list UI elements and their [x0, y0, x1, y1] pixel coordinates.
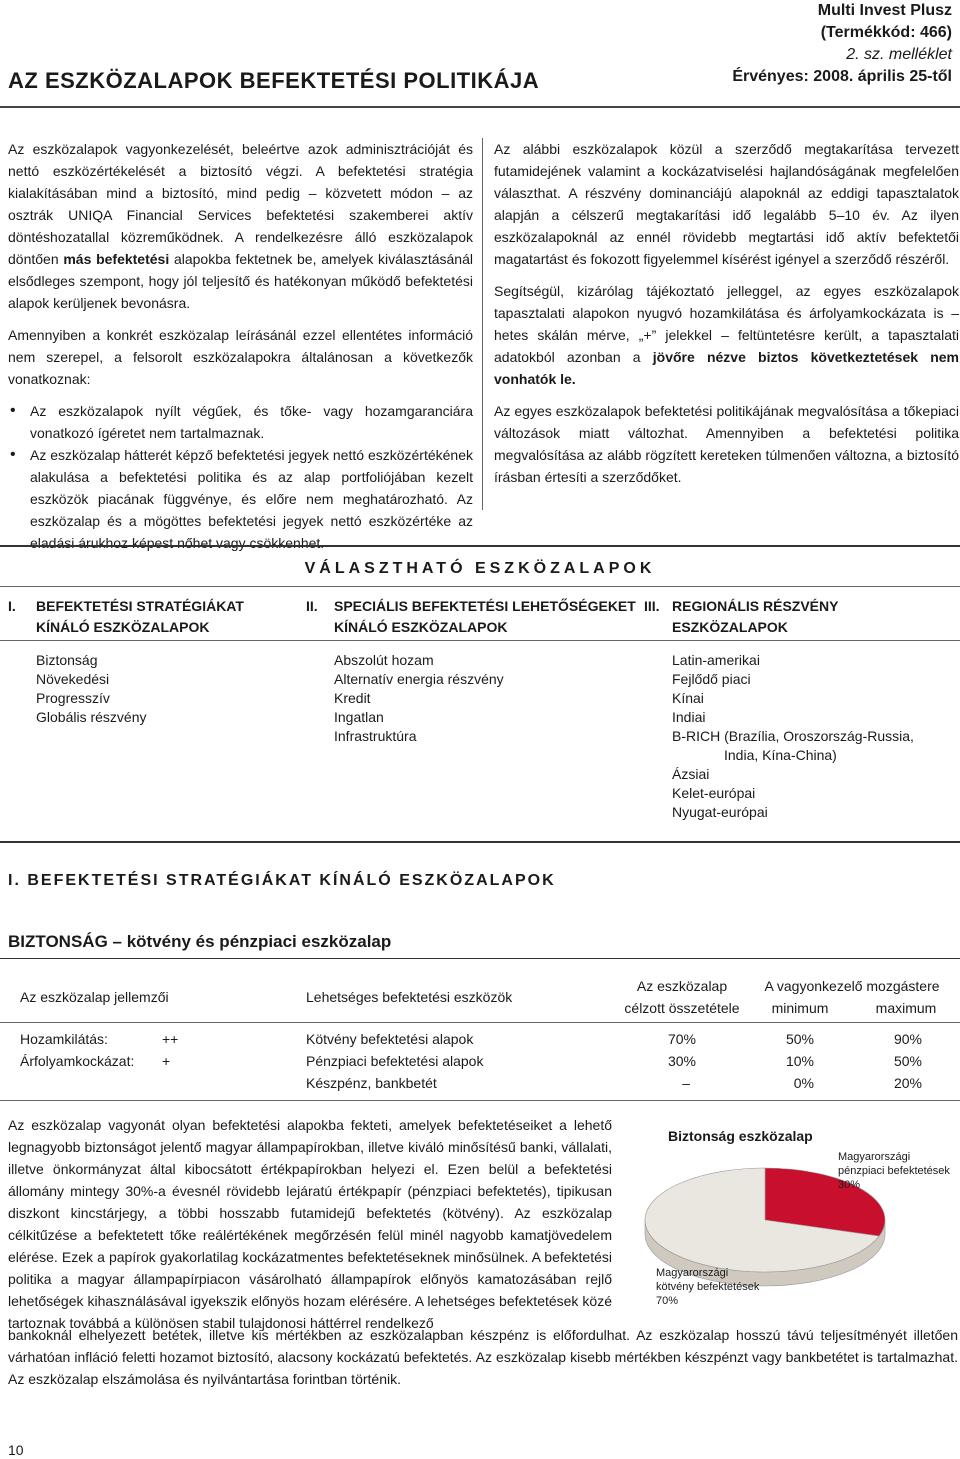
header-divider — [0, 106, 960, 108]
fund-link-kredit[interactable]: Kredit — [334, 690, 371, 706]
table-row-instrument: Pénzpiaci befektetési alapok — [306, 1053, 484, 1069]
fund-link-b-rich-cont[interactable]: India, Kína-China) — [724, 747, 837, 763]
characteristic-return-label: Hozamkilátás: — [20, 1031, 108, 1047]
table-row-min: 10% — [785, 1053, 814, 1069]
list-item: • Az eszközalap hátterét képző befektetési jegyek nettó eszközértékének alakulása a befektetési politika és az alap portfoliójában kezelt eszközök piacának függvénye, és előre nem meghatározható. Az eszközalap és a mögöttes befektetési jegyek nettó eszközértéke az eladási árukhoz képest nőhet vagy csökkenhet. — [8, 444, 473, 554]
fund-description-paragraph: Az eszközalap vagyonát olyan befektetési alapokba fekteti, amelyek befektetéseiket a lehető legnagyobb biztonságot jelentő magyar állampapírokban, illetve kiváló minősítésű banki, vállalati, illetve önkormányzat által kibocsátott értékpapírokban helyezi el. Ezen belül a befektetési állomány mintegy 30%-a évesnél rövidebb lejáratú értékpapír (pénzpiaci befektetés), tipikusan diszkont kincstárjegy, a többi hosszabb futamidejű befektetés (kötvény). Az eszközalap célkitűzése a befektetett tőke reálértékének megőrzésén felül minél nagyobb kamatjövedelem elérése. Ezek a papírok gyakorlatilag kockázatmentes befektetéseknek minősülnek. A befektetési politika a magyar állampapírpiacon vásárolható állampapírok előnyös kamatozásában rejlő lehetőségek kihasználásával igyekszik előnyös hozam elérésére. A lehetséges befektetések közé tartoznak továbbá a különösen stabil tulajdonosi háttérrel rendelkező — [8, 1117, 612, 1331]
table-row-target: – — [682, 1075, 690, 1091]
table-header-characteristics: Az eszközalap jellemzői — [20, 989, 169, 1005]
rating-paragraph: Segítségül, kizárólag tájékoztató jelleggel, az egyes eszközalapok tapasztalati alapokon nyugvó hozamkilátása és árfolyamkockázata is – hetes skálán mérve, „+” jelekkel – feltüntetésre került, a tapasztalati adatokból azonban a jövőre nézve biztos következtetések nem vonhatók le. — [494, 283, 960, 387]
fund-group-1-heading: I. BEFEKTETÉSI STRATÉGIÁKAT KÍNÁLÓ ESZKÖZALAPOK — [8, 598, 244, 635]
page-title: AZ ESZKÖZALAPOK BEFEKTETÉSI POLITIKÁJA — [8, 68, 540, 93]
header-meta — [732, 0, 952, 88]
table-row-instrument: Készpénz, bankbetét — [306, 1075, 437, 1091]
characteristic-risk-value: + — [162, 1053, 171, 1069]
fund-link-indiai[interactable]: Indiai — [672, 709, 706, 725]
fund-group-3-list — [672, 651, 914, 822]
table-header-min: minimum — [771, 1000, 829, 1016]
table-header-divider — [0, 1022, 960, 1023]
fund-link-kelet-europai[interactable]: Kelet-európai — [672, 785, 756, 801]
page-number: 10 — [8, 1442, 24, 1458]
table-row-max: 50% — [893, 1053, 922, 1069]
fund-link-fejlodo-piaci[interactable]: Fejlődő piaci — [672, 671, 751, 687]
fund-heading: BIZTONSÁG – kötvény és pénzpiaci eszközalap — [8, 932, 392, 951]
rules-list — [8, 400, 473, 554]
fund-link-progressziv[interactable]: Progresszív — [36, 690, 110, 706]
fund-link-biztonsag[interactable]: Biztonság — [36, 652, 98, 668]
table-header-range: A vagyonkezelő mozgástere — [764, 978, 940, 994]
policy-change-paragraph: Az egyes eszközalapok befektetési politikájának megvalósítása a tőkepiaci változások miatt változhat. Amennyiben a befektetési politika megvalósítása az alább rögzített kereteken túlmenően változna, a biztosító írásban értesíti a szerződőket. — [494, 403, 959, 485]
general-rules-paragraph: Amennyiben a konkrét eszközalap leírásánál ezzel ellentétes információ nem szerepel, a felsorolt eszközalapokra általánosan a következők vonatkoznak: — [8, 327, 473, 387]
table-bottom-divider — [0, 1100, 960, 1101]
table-row-instrument: Kötvény befektetési alapok — [306, 1031, 474, 1047]
right-column — [494, 138, 959, 498]
fund-group-2-list — [334, 651, 504, 746]
fund-link-infrastruktura[interactable]: Infrastruktúra — [334, 728, 417, 744]
table-row-target: 30% — [667, 1053, 696, 1069]
table-row-min: 0% — [793, 1075, 814, 1091]
fund-group-3-heading: III. REGIONÁLIS RÉSZVÉNY ESZKÖZALAPOK — [644, 598, 839, 635]
fund-link-kinai[interactable]: Kínai — [672, 690, 704, 706]
valid-from: Érvényes: 2008. április 25-től — [732, 68, 952, 85]
product-code: (Termékkód: 466) — [820, 24, 952, 41]
table-row-target: 70% — [667, 1031, 696, 1047]
chart-title: Biztonság eszközalap — [668, 1128, 813, 1144]
fund-link-globalis-reszveny[interactable]: Globális részvény — [36, 709, 147, 725]
funds-heading-divider — [0, 640, 960, 641]
fund-link-alternativ-energia[interactable]: Alternatív energia részvény — [334, 671, 504, 687]
fund-group-2-heading: II. SPECIÁLIS BEFEKTETÉSI LEHETŐSÉGEKET KÍNÁLÓ ESZKÖZALAPOK — [306, 598, 636, 635]
left-column — [8, 138, 473, 554]
table-row-min: 50% — [785, 1031, 814, 1047]
table-row-max: 90% — [893, 1031, 922, 1047]
table-row-max: 20% — [893, 1075, 922, 1091]
fund-heading-divider — [0, 958, 960, 959]
pie-label-bonds: Magyarországi kötvény befektetések 70% — [656, 1267, 760, 1307]
fund-link-ingatlan[interactable]: Ingatlan — [334, 709, 384, 725]
table-header-max: maximum — [875, 1000, 937, 1016]
fund-link-abszolut-hozam[interactable]: Abszolút hozam — [334, 652, 434, 668]
fund-description-continuation: bankoknál elhelyezett betétek, illetve kis mértékben az eszközalapban készpénz is előfordulhat. Az eszközalap hosszú távú teljesítményét illetően várhatóan infláció feletti hozamot biztosító, alacsony kockázatú befektetés. Az eszközalap kisebb mértékben készpénzt vagy bankbetétet is tartalmazhat. Az eszközalap elszámolása és nyilvántartása forintban történik. — [8, 1327, 958, 1387]
funds-title-divider — [0, 586, 960, 587]
characteristic-return-value: ++ — [162, 1031, 179, 1047]
fund-group-1-list — [36, 651, 147, 727]
table-header-instruments: Lehetséges befektetési eszközök — [306, 989, 513, 1005]
product-name: Multi Invest Plusz — [817, 2, 952, 19]
funds-title: VÁLASZTHATÓ ESZKÖZALAPOK — [304, 560, 656, 577]
section-heading: I. BEFEKTETÉSI STRATÉGIÁKAT KÍNÁLÓ ESZKÖZALAPOK — [8, 872, 556, 889]
table-header-target: Az eszközalap célzott összetétele — [624, 978, 740, 1016]
selection-paragraph: Az alábbi eszközalapok közül a szerződő megtakarítása tervezett futamidejének valamint a kockázatviselési hajlandóságának megfelelően választhat. A részvény dominanciájú alapoknál az eddigi tapasztalatok alapján a célszerű megtakarítási idő legalább 5–10 év. Az ilyen eszközalapoknál az ennél rövidebb megtartási idő aktív befektetői magatartást és fokozott figyelemmel kísérést igényel a szerződő részéről. — [494, 141, 959, 267]
annex-label: 2. sz. melléklet — [846, 46, 952, 63]
characteristic-risk-label: Árfolyamkockázat: — [20, 1053, 135, 1069]
column-divider — [482, 138, 483, 510]
fund-link-novekedesi[interactable]: Növekedési — [36, 671, 110, 687]
fund-link-azsiai[interactable]: Ázsiai — [672, 766, 710, 782]
list-item: • Az eszközalapok nyílt végűek, és tőke- vagy hozamgaranciára vonatkozó ígéretet nem tartalmaznak. — [8, 400, 473, 444]
intro-paragraph: Az eszközalapok vagyonkezelését, beleértve azok adminisztrációját és nettó eszközértékelését a biztosító végzi. A befektetési stratégia kialakításában mind a biztosító, mind pedig – közvetett módon – az osztrák UNIQA Financial Services befektetési szakemberei aktív döntéshozatallal közreműködnek. A rendelkezésre álló eszközalapok döntően más befektetési alapokba fektetnek be, amelyek kiválasztásánál elsődleges szempont, hogy jól teljesítő és hatékonyan működő befektetési alapok kerüljenek bevonásra. — [8, 141, 473, 311]
fund-link-b-rich[interactable]: B-RICH (Brazília, Oroszország-Russia, — [672, 728, 914, 744]
fund-link-latin-amerikai[interactable]: Latin-amerikai — [672, 652, 760, 668]
pie-label-money-market: Magyarországi pénzpiaci befektetések 30% — [838, 1151, 950, 1191]
fund-link-nyugat-europai[interactable]: Nyugat-európai — [672, 804, 768, 820]
